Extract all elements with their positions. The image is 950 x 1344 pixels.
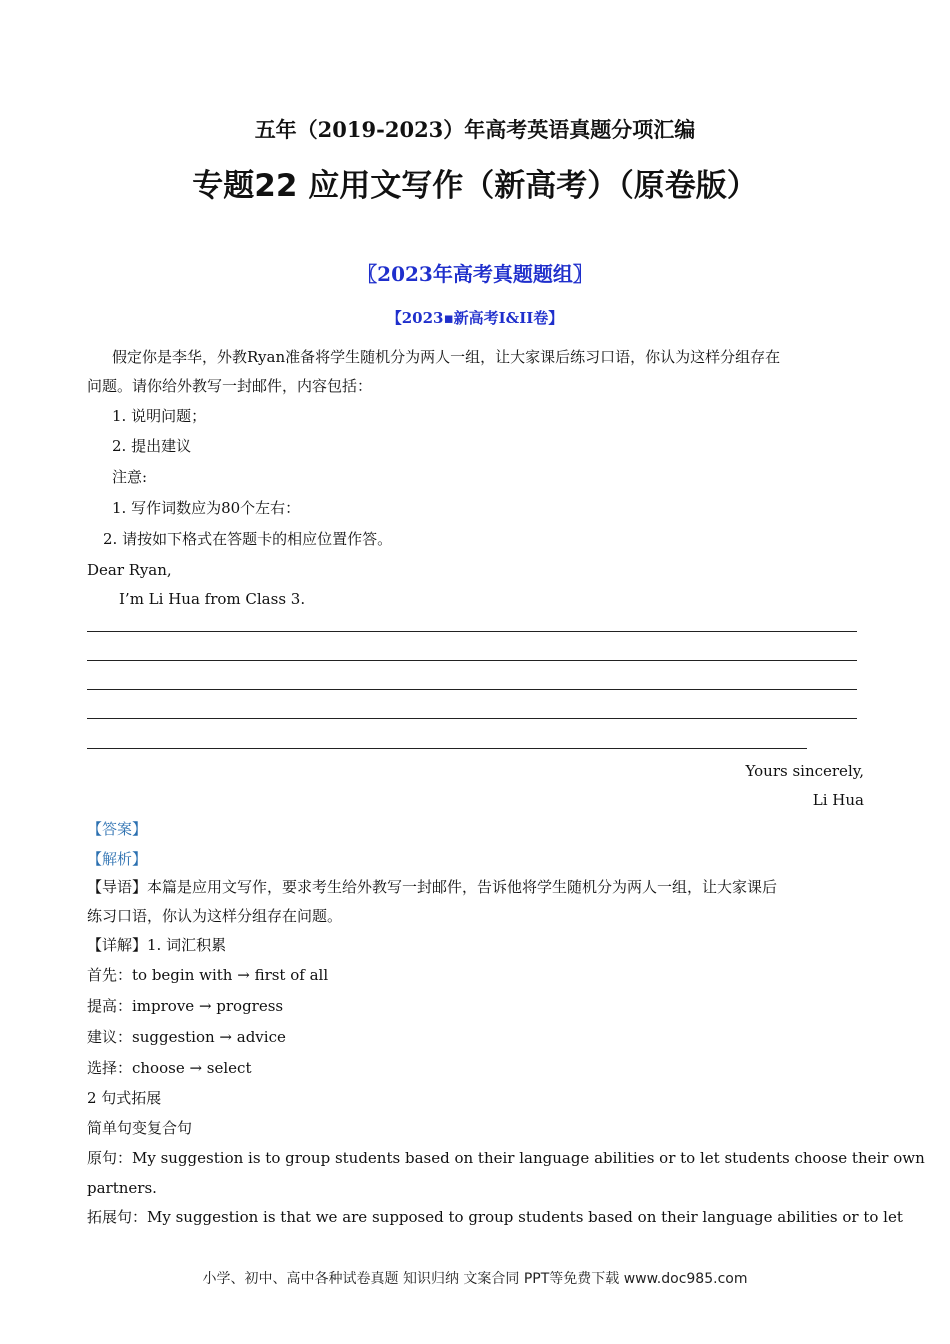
original-sentence-line-1: 原句：My suggestion is to group students based on their language abilities or to let students choose their own — [87, 1149, 925, 1167]
letter-opening: I’m Li Hua from Class 3. — [119, 590, 306, 608]
paper-label: 【2023▪新高考I&II卷】 — [386, 309, 564, 327]
content-item-1: 1. 说明问题； — [112, 407, 207, 425]
page-subtitle: 五年（2019-2023）年高考英语真题分项汇编 — [254, 117, 696, 142]
answer-line — [87, 689, 857, 690]
page-title: 专题22 应用文写作（新高考）（原卷版） — [192, 168, 758, 204]
letter-closing: Yours sincerely, — [745, 762, 864, 780]
vocab-item-3: 建议：suggestion → advice — [87, 1028, 286, 1046]
note-label: 注意: — [112, 468, 148, 486]
answer-line — [87, 718, 857, 719]
answer-line — [87, 748, 807, 749]
content-item-2: 2. 提出建议 — [112, 437, 192, 455]
note-item-2: 2. 请按如下格式在答题卡的相应位置作答。 — [103, 530, 393, 548]
prompt-line-2: 问题。请你给外教写一封邮件，内容包括： — [87, 377, 373, 395]
extended-sentence-line-1: 拓展句：My suggestion is that we are supposed to group students based on their language abilities or to let — [87, 1208, 903, 1226]
guide-line-1: 【导语】本篇是应用文写作，要求考生给外教写一封邮件，告诉他将学生随机分为两人一组，让大家课后 — [87, 878, 778, 896]
sentence-subheading: 简单句变复合句 — [87, 1119, 193, 1137]
answer-line — [87, 631, 857, 632]
answer-line — [87, 660, 857, 661]
sentence-heading: 2 句式拓展 — [87, 1089, 162, 1107]
letter-greeting: Dear Ryan, — [87, 561, 172, 579]
vocab-item-1: 首先：to begin with → first of all — [87, 966, 329, 984]
prompt-line-1: 假定你是李华，外教Ryan准备将学生随机分为两人一组，让大家课后练习口语，你认为这样分组存在 — [112, 348, 781, 366]
section-title: 〖2023年高考真题题组〗 — [357, 262, 593, 286]
analysis-label: 【解析】 — [87, 850, 148, 868]
answer-label: 【答案】 — [87, 820, 148, 838]
detail-heading: 【详解】1. 词汇积累 — [87, 936, 227, 954]
page-footer: 小学、初中、高中各种试卷真题 知识归纳 文案合同 PPT等免费下载 www.doc985.com — [202, 1271, 748, 1287]
note-item-1: 1. 写作词数应为80个左右： — [112, 499, 301, 517]
guide-line-2: 练习口语，你认为这样分组存在问题。 — [87, 907, 343, 925]
vocab-item-2: 提高：improve → progress — [87, 997, 284, 1015]
letter-signature: Li Hua — [812, 791, 864, 809]
vocab-item-4: 选择：choose → select — [87, 1059, 252, 1077]
original-sentence-line-2: partners. — [87, 1179, 157, 1197]
